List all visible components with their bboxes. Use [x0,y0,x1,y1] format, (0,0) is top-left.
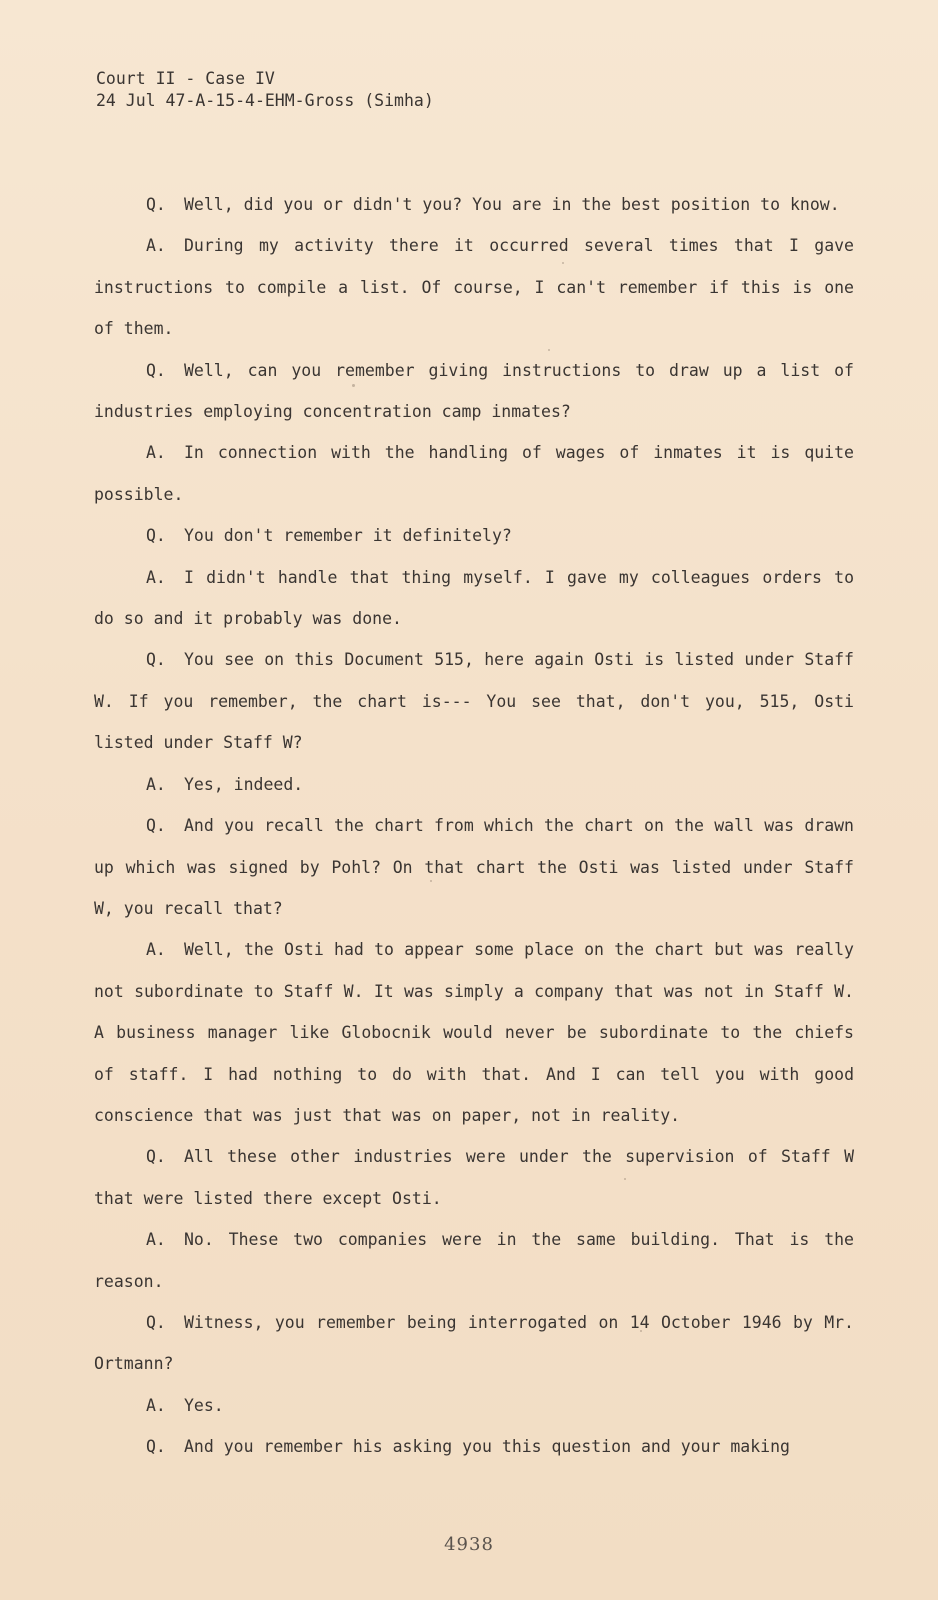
paper-speck [430,880,432,882]
transcript-paragraph [94,929,854,1136]
paragraph-text: And you remember his asking you this question and your making [184,1437,790,1457]
transcript-paragraph [94,1219,854,1302]
transcript-paragraph [94,184,854,225]
speaker-label: Q. [146,816,166,836]
speaker-label: Q. [146,650,166,670]
transcript-paragraph [94,557,854,640]
paragraph-text: You don't remember it definitely? [184,526,512,546]
page-number: 4938 [444,1534,494,1555]
transcript-paragraph [94,515,854,556]
transcript-paragraph [94,432,854,515]
paragraph-text: Well, can you remember giving instructions to draw up a list of industries employing concentration camp inmates? [94,360,854,422]
speaker-label: A. [146,940,166,960]
transcript-paragraph [94,1302,854,1385]
paragraph-text: You see on this Document 515, here again Osti is listed under Staff W. If you remember, the chart is--- You see that, don't you, 515, Osti listed under Staff W? [94,650,854,753]
paper-speck [352,384,355,387]
transcript-paragraph [94,1136,854,1219]
transcript-body [94,184,854,1468]
paper-speck [562,262,564,264]
transcript-paragraph [94,805,854,929]
paper-speck [624,1178,626,1180]
speaker-label: Q. [146,360,166,380]
paragraph-text: During my activity there it occurred several times that I gave instructions to compile a list. Of course, I can't remember if this is one of them. [94,236,854,339]
paper-speck [640,1330,642,1332]
transcript-paragraph [94,225,854,349]
transcript-paragraph [94,1426,854,1467]
speaker-label: A. [146,236,166,256]
speaker-label: Q. [146,1437,166,1457]
paragraph-text: All these other industries were under the supervision of Staff W that were listed there except Osti. [94,1147,854,1208]
paragraph-text: In connection with the handling of wages of inmates it is quite possible. [94,443,854,504]
transcript-paragraph [94,350,854,433]
speaker-label: Q. [146,195,166,214]
paragraph-text: Witness, you remember being interrogated on 14 October 1946 by Mr. Ortmann? [94,1312,854,1374]
paragraph-text: Yes, indeed. [184,774,304,794]
transcript-paragraph [94,1385,854,1426]
date-reference-line: 24 Jul 47-A-15-4-EHM-Gross (Simha) [96,91,434,110]
paper-speck [548,349,550,351]
transcript-paragraph [94,639,854,763]
speaker-label: A. [146,774,166,794]
paragraph-text: No. These two companies were in the same building. That is the reason. [94,1230,854,1291]
speaker-label: Q. [146,1312,166,1332]
case-line: Court II - Case IV [96,69,275,88]
speaker-label: Q. [146,1147,166,1167]
speaker-label: A. [146,1395,166,1415]
paragraph-text: I didn't handle that thing myself. I gave my colleagues orders to do so and it probably was done. [94,567,854,629]
speaker-label: A. [146,567,166,587]
paragraph-text: Yes. [184,1395,224,1415]
paragraph-text: Well, did you or didn't you? You are in the best position to know. [184,195,840,214]
speaker-label: A. [146,1230,166,1250]
document-header [96,68,434,112]
paragraph-text: Well, the Osti had to appear some place on the chart but was really not subordinate to Staff W. It was simply a company that was not in Staff W. A business manager like Globocnik would never be subordinate to the chiefs of staff. I had nothing to do with that. And I can tell you with good conscience that was just that was on paper, not in reality. [94,940,854,1125]
transcript-paragraph [94,764,854,805]
speaker-label: A. [146,443,166,463]
speaker-label: Q. [146,526,166,546]
paragraph-text: And you recall the chart from which the chart on the wall was drawn up which was signed by Pohl? On that chart the Osti was listed under Staff W, you recall that? [94,816,854,918]
